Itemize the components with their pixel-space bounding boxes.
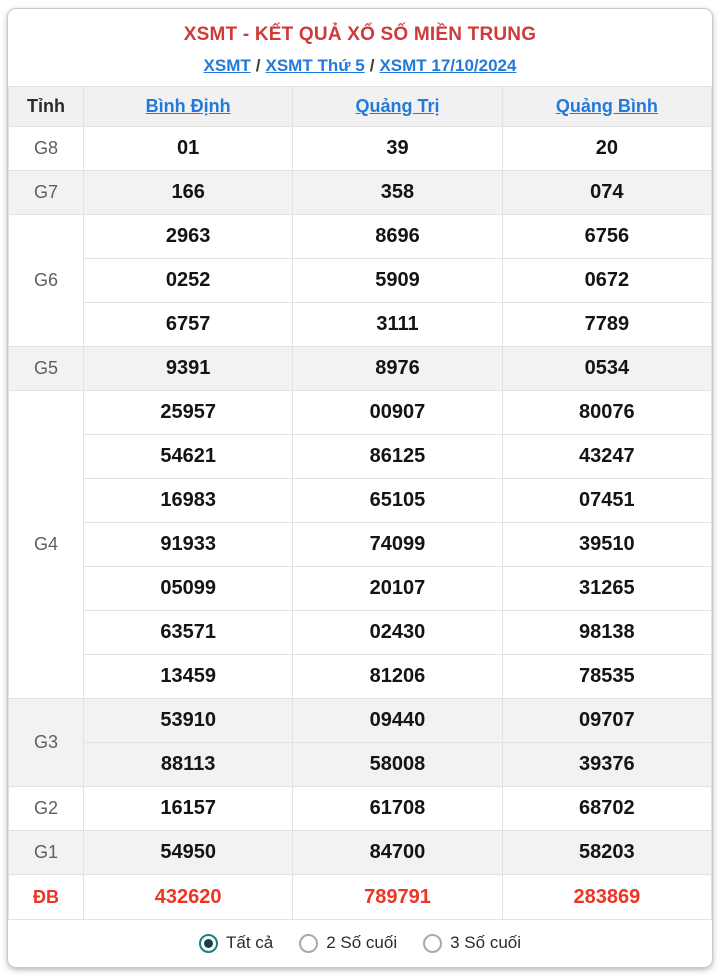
- results-table: [8, 86, 712, 920]
- result-value: 78535: [502, 655, 711, 699]
- result-value: 01: [84, 127, 293, 171]
- result-value: 84700: [293, 831, 502, 875]
- prize-row-g6: [9, 259, 712, 303]
- province-link-quang-binh[interactable]: Quảng Bình: [555, 96, 658, 116]
- result-value: 16157: [84, 787, 293, 831]
- prize-row-g2: [9, 787, 712, 831]
- card-header: [8, 9, 712, 86]
- result-value: 3111: [293, 303, 502, 347]
- filter-radio-label: 2 Số cuối: [326, 933, 398, 952]
- prize-row-g4: [9, 523, 712, 567]
- prize-label-g8: G8: [9, 127, 84, 171]
- prize-row-g4: [9, 435, 712, 479]
- table-header-row: [9, 87, 712, 127]
- prize-row-g6: [9, 303, 712, 347]
- result-value: 5909: [293, 259, 502, 303]
- prize-row-g1: [9, 831, 712, 875]
- result-value: 2963: [84, 215, 293, 259]
- breadcrumb-link-xsmt[interactable]: XSMT: [203, 56, 251, 75]
- prize-label-g6: G6: [9, 215, 84, 347]
- result-value: 074: [502, 171, 711, 215]
- prize-label-g2: G2: [9, 787, 84, 831]
- prize-row-g5: [9, 347, 712, 391]
- prize-row-g4: [9, 611, 712, 655]
- prize-row-g4: [9, 479, 712, 523]
- result-value: 0672: [502, 259, 711, 303]
- result-value: 74099: [293, 523, 502, 567]
- result-value: 8976: [293, 347, 502, 391]
- filter-radio-2[interactable]: [423, 933, 521, 953]
- filter-radio-label: 3 Số cuối: [450, 933, 522, 952]
- prize-row-g8: [9, 127, 712, 171]
- breadcrumb-link-xsmt-thu-5[interactable]: XSMT Thứ 5: [265, 56, 365, 75]
- prize-label-g1: G1: [9, 831, 84, 875]
- radio-unselected-icon[interactable]: [299, 934, 318, 953]
- result-value: 0534: [502, 347, 711, 391]
- result-value: 88113: [84, 743, 293, 787]
- filter-bar: [8, 920, 712, 967]
- result-value: 9391: [84, 347, 293, 391]
- filter-radio-0[interactable]: [199, 933, 273, 953]
- prize-row-g4: [9, 391, 712, 435]
- result-value: 432620: [84, 875, 293, 920]
- page-title: XSMT - KẾT QUẢ XỔ SỐ MIỀN TRUNG: [183, 24, 537, 45]
- prize-label-g4: G4: [9, 391, 84, 699]
- result-value: 39510: [502, 523, 711, 567]
- radio-unselected-icon[interactable]: [423, 934, 442, 953]
- result-value: 02430: [293, 611, 502, 655]
- result-value: 13459: [84, 655, 293, 699]
- result-value: 283869: [502, 875, 711, 920]
- prize-label-g7: G7: [9, 171, 84, 215]
- lottery-results-card: [7, 8, 713, 968]
- result-value: 789791: [293, 875, 502, 920]
- result-value: 358: [293, 171, 502, 215]
- result-value: 16983: [84, 479, 293, 523]
- result-value: 05099: [84, 567, 293, 611]
- result-value: 98138: [502, 611, 711, 655]
- result-value: 20: [502, 127, 711, 171]
- result-value: 63571: [84, 611, 293, 655]
- prize-row-g4: [9, 567, 712, 611]
- result-value: 20107: [293, 567, 502, 611]
- filter-radio-label: Tất cả: [225, 933, 274, 952]
- prize-row-g3: [9, 743, 712, 787]
- result-value: 58008: [293, 743, 502, 787]
- result-value: 80076: [502, 391, 711, 435]
- result-value: 00907: [293, 391, 502, 435]
- result-value: 43247: [502, 435, 711, 479]
- prize-row-đb: [9, 875, 712, 920]
- result-value: 39376: [502, 743, 711, 787]
- result-value: 7789: [502, 303, 711, 347]
- result-value: 54950: [84, 831, 293, 875]
- result-value: 6757: [84, 303, 293, 347]
- result-value: 0252: [84, 259, 293, 303]
- breadcrumb-link-xsmt-date[interactable]: XSMT 17/10/2024: [379, 56, 517, 75]
- result-value: 6756: [502, 215, 711, 259]
- result-value: 09440: [293, 699, 502, 743]
- breadcrumb: [18, 56, 702, 76]
- result-value: 166: [84, 171, 293, 215]
- prize-label-g3: G3: [9, 699, 84, 787]
- prize-row-g3: [9, 699, 712, 743]
- prize-label-g5: G5: [9, 347, 84, 391]
- result-value: 8696: [293, 215, 502, 259]
- result-value: 58203: [502, 831, 711, 875]
- prize-row-g7: [9, 171, 712, 215]
- result-value: 31265: [502, 567, 711, 611]
- result-value: 09707: [502, 699, 711, 743]
- prize-row-g4: [9, 655, 712, 699]
- result-value: 61708: [293, 787, 502, 831]
- province-link-binh-dinh[interactable]: Bình Định: [145, 96, 231, 116]
- breadcrumb-separator: /: [255, 56, 261, 75]
- result-value: 54621: [84, 435, 293, 479]
- prize-row-g6: [9, 215, 712, 259]
- result-value: 07451: [502, 479, 711, 523]
- corner-header-tinh: Tỉnh: [9, 87, 84, 127]
- result-value: 86125: [293, 435, 502, 479]
- result-value: 65105: [293, 479, 502, 523]
- result-value: 81206: [293, 655, 502, 699]
- filter-radio-1[interactable]: [299, 933, 397, 953]
- result-value: 25957: [84, 391, 293, 435]
- result-value: 68702: [502, 787, 711, 831]
- radio-selected-icon[interactable]: [199, 934, 218, 953]
- result-value: 91933: [84, 523, 293, 567]
- prize-label-đb: ĐB: [9, 875, 84, 920]
- breadcrumb-separator: /: [369, 56, 375, 75]
- result-value: 53910: [84, 699, 293, 743]
- province-link-quang-tri[interactable]: Quảng Trị: [355, 96, 440, 116]
- result-value: 39: [293, 127, 502, 171]
